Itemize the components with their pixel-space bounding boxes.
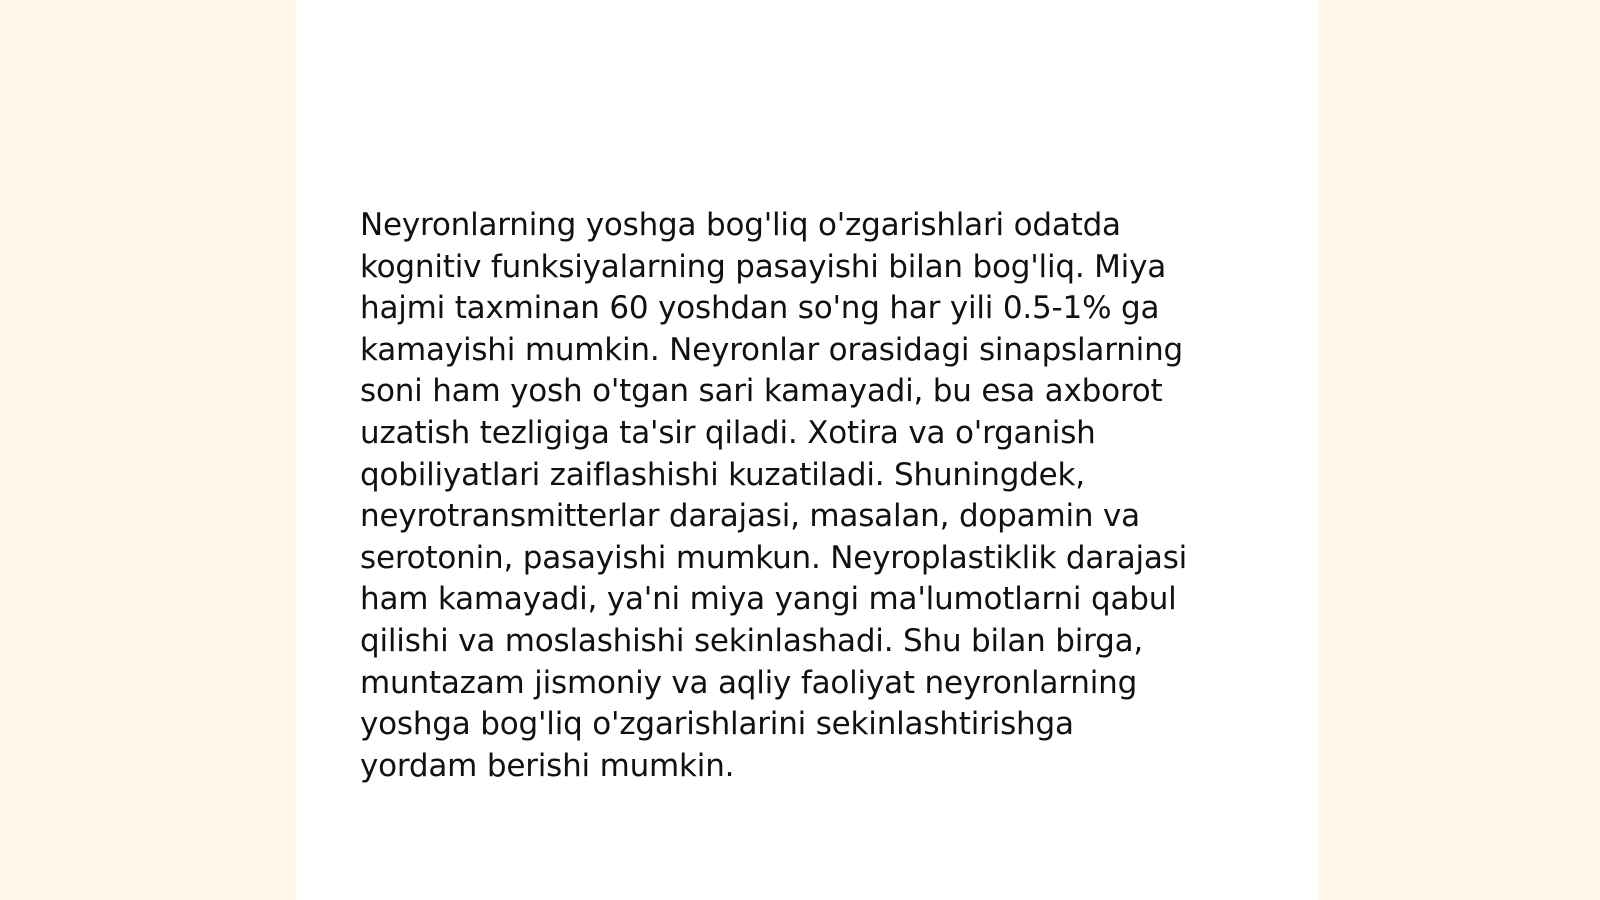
paragraph-line-1: Neyronlarning yoshga bog'liq o'zgarishlari odatda — [360, 207, 1121, 243]
paragraph-line-8: neyrotransmitterlar darajasi, masalan, dopamin va — [360, 498, 1140, 535]
paragraph-line-9: serotonin, pasayishi mumkun. Neyroplastiklik darajasi — [360, 539, 1188, 576]
paragraph-line-3: hajmi taxminan 60 yoshdan so'ng har yili 0.5-1% ga — [360, 290, 1160, 327]
paragraph-line-2: kognitiv funksiyalarning pasayishi bilan bog'liq. Miya — [360, 248, 1167, 285]
paragraph-line-4: kamayishi mumkin. Neyronlar orasidagi sinapslarning — [360, 331, 1184, 368]
paragraph-line-12: muntazam jismoniy va aqliy faoliyat neyronlarning — [360, 664, 1138, 701]
paragraph-line-13: yoshga bog'liq o'zgarishlarini sekinlashtirishga — [360, 706, 1074, 743]
body-paragraph — [360, 205, 1260, 787]
paragraph-line-11: qilishi va moslashishi sekinlashadi. Shu bilan birga, — [360, 622, 1144, 659]
paragraph-line-6: uzatish tezligiga ta'sir qiladi. Xotira va o'rganish — [360, 414, 1096, 451]
paragraph-line-5: soni ham yosh o'tgan sari kamayadi, bu esa axborot — [360, 373, 1163, 410]
document-page — [296, 0, 1318, 900]
paragraph-line-14: yordam berishi mumkin. — [360, 747, 735, 784]
paragraph-line-7: qobiliyatlari zaiflashishi kuzatiladi. Shuningdek, — [360, 456, 1085, 493]
paragraph-line-10: ham kamayadi, ya'ni miya yangi ma'lumotlarni qabul — [360, 581, 1177, 618]
